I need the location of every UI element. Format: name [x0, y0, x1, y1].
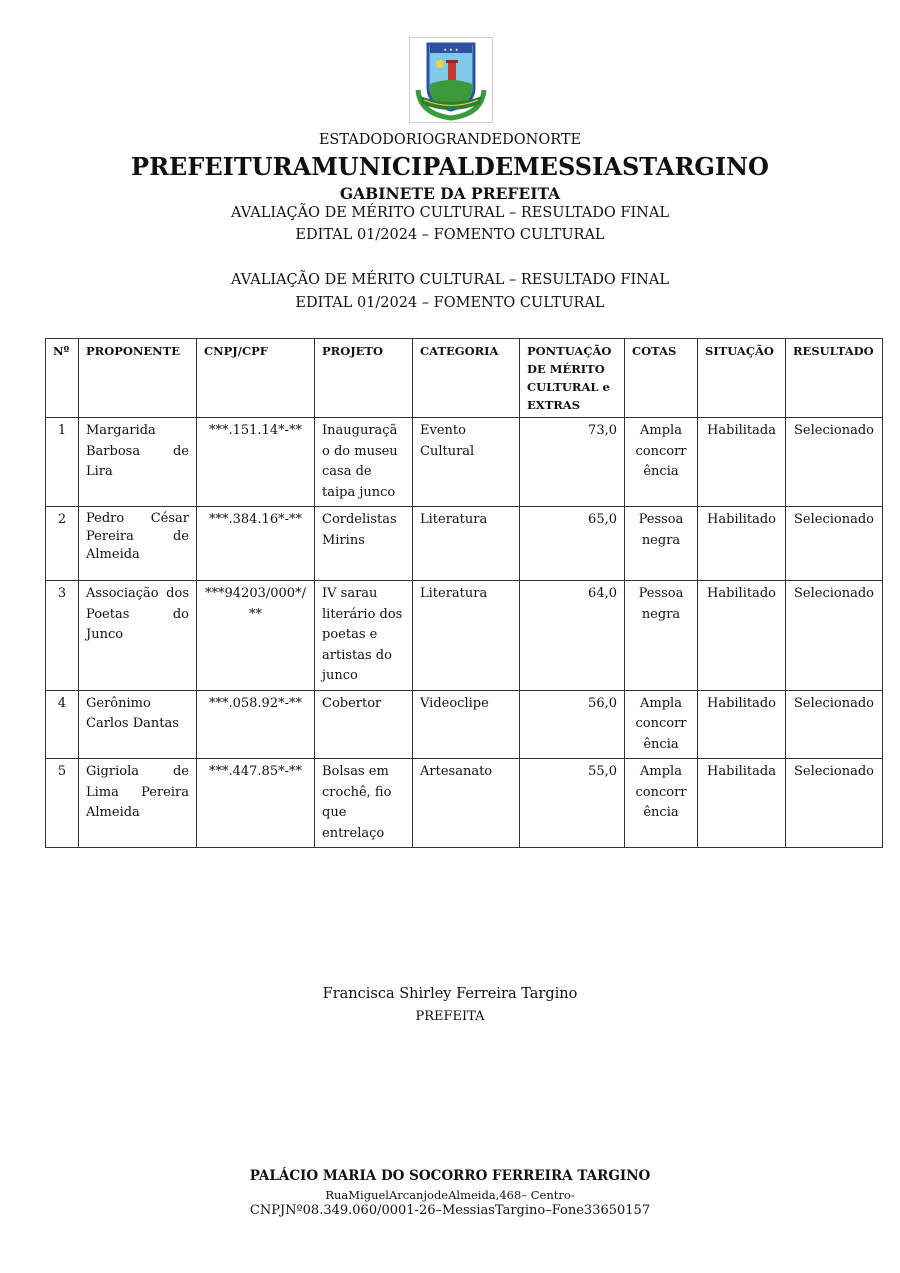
table-row [46, 690, 883, 759]
cell-project: Cordelistas Mirins [315, 507, 413, 581]
cell-quota: Ampla concorrência [625, 418, 698, 507]
cell-proponent: Gigriola de Lima Pereira Almeida [79, 759, 197, 848]
cell-cnpj: ***94203/000*/** [197, 581, 315, 691]
cell-result: Selecionado [786, 690, 883, 759]
signer-name: Francisca Shirley Ferreira Targino [322, 986, 578, 1002]
header-category: CATEGORIA [413, 339, 520, 418]
table-row [46, 418, 883, 507]
municipal-logo [409, 37, 493, 123]
header-quota: COTAS [625, 339, 698, 418]
cell-score: 56,0 [520, 690, 625, 759]
cell-quota: Pessoa negra [625, 507, 698, 581]
municipal-coat-of-arms-icon [410, 38, 492, 122]
cell-num: 1 [46, 418, 79, 507]
cell-score: 64,0 [520, 581, 625, 691]
cell-proponent: Pedro César Pereira de Almeida [79, 507, 197, 581]
header-cnpj: CNPJ/CPF [197, 339, 315, 418]
cell-proponent: Margarida Barbosa de Lira [79, 418, 197, 507]
document-subtitle-repeat: AVALIAÇÃO DE MÉRITO CULTURAL – RESULTADO FINAL [231, 272, 669, 288]
header-proponent: PROPONENTE [79, 339, 197, 418]
office-title: GABINETE DA PREFEITA [339, 184, 561, 203]
cell-project: Cobertor [315, 690, 413, 759]
cell-status: Habilitada [698, 418, 786, 507]
cell-score: 55,0 [520, 759, 625, 848]
svg-text:✶ ✶ ✶: ✶ ✶ ✶ [443, 47, 459, 54]
footer-cnpj: CNPJNº08.349.060/0001-26–MessiasTargino–Fone33650157 [249, 1203, 651, 1218]
footer-palace: PALÁCIO MARIA DO SOCORRO FERREIRA TARGINO [249, 1168, 651, 1184]
footer-address: RuaMiguelArcanjodeAlmeida,468– Centro- [325, 1188, 575, 1202]
header-result: RESULTADO [786, 339, 883, 418]
cell-quota: Pessoa negra [625, 581, 698, 691]
table-row [46, 507, 883, 581]
cell-category: Literatura [413, 507, 520, 581]
cell-project: Bolsas em crochê, fio que entrelaço [315, 759, 413, 848]
header-status: SITUAÇÃO [698, 339, 786, 418]
header-num: Nº [46, 339, 79, 418]
cell-result: Selecionado [786, 418, 883, 507]
cell-cnpj: ***.384.16*-** [197, 507, 315, 581]
header-project: PROJETO [315, 339, 413, 418]
cell-result: Selecionado [786, 581, 883, 691]
cell-project: Inauguração do museu casa de taipa junco [315, 418, 413, 507]
city-title: PREFEITURAMUNICIPALDEMESSIASTARGINO [131, 152, 769, 181]
cell-category: Literatura [413, 581, 520, 691]
cell-num: 5 [46, 759, 79, 848]
cell-score: 65,0 [520, 507, 625, 581]
cell-num: 3 [46, 581, 79, 691]
cell-proponent: Gerônimo Carlos Dantas [79, 690, 197, 759]
cell-num: 4 [46, 690, 79, 759]
edital-subtitle-repeat: EDITAL 01/2024 – FOMENTO CULTURAL [295, 295, 605, 311]
header-score: PONTUAÇÃO DE MÉRITO CULTURAL e EXTRAS [520, 339, 625, 418]
cell-status: Habilitado [698, 507, 786, 581]
cell-result: Selecionado [786, 759, 883, 848]
cell-cnpj: ***.058.92*-** [197, 690, 315, 759]
cell-quota: Ampla concorrência [625, 690, 698, 759]
cell-proponent: Associação dos Poetas do Junco [79, 581, 197, 691]
results-table [45, 338, 883, 848]
cell-status: Habilitado [698, 690, 786, 759]
cell-project: IV sarau literário dos poetas e artistas do junco [315, 581, 413, 691]
cell-category: Evento Cultural [413, 418, 520, 507]
cell-cnpj: ***.151.14*-** [197, 418, 315, 507]
cell-category: Artesanato [413, 759, 520, 848]
table-row [46, 759, 883, 848]
cell-result: Selecionado [786, 507, 883, 581]
cell-status: Habilitada [698, 759, 786, 848]
table-row [46, 581, 883, 691]
cell-cnpj: ***.447.85*-** [197, 759, 315, 848]
table-header-row [46, 339, 883, 418]
document-subtitle: AVALIAÇÃO DE MÉRITO CULTURAL – RESULTADO FINAL [231, 205, 669, 221]
cell-category: Videoclipe [413, 690, 520, 759]
cell-score: 73,0 [520, 418, 625, 507]
edital-subtitle: EDITAL 01/2024 – FOMENTO CULTURAL [295, 227, 605, 243]
cell-status: Habilitado [698, 581, 786, 691]
cell-num: 2 [46, 507, 79, 581]
cell-quota: Ampla concorrência [625, 759, 698, 848]
signer-role: PREFEITA [415, 1009, 485, 1024]
state-name: ESTADODORIOGRANDEDONORTE [318, 132, 582, 148]
